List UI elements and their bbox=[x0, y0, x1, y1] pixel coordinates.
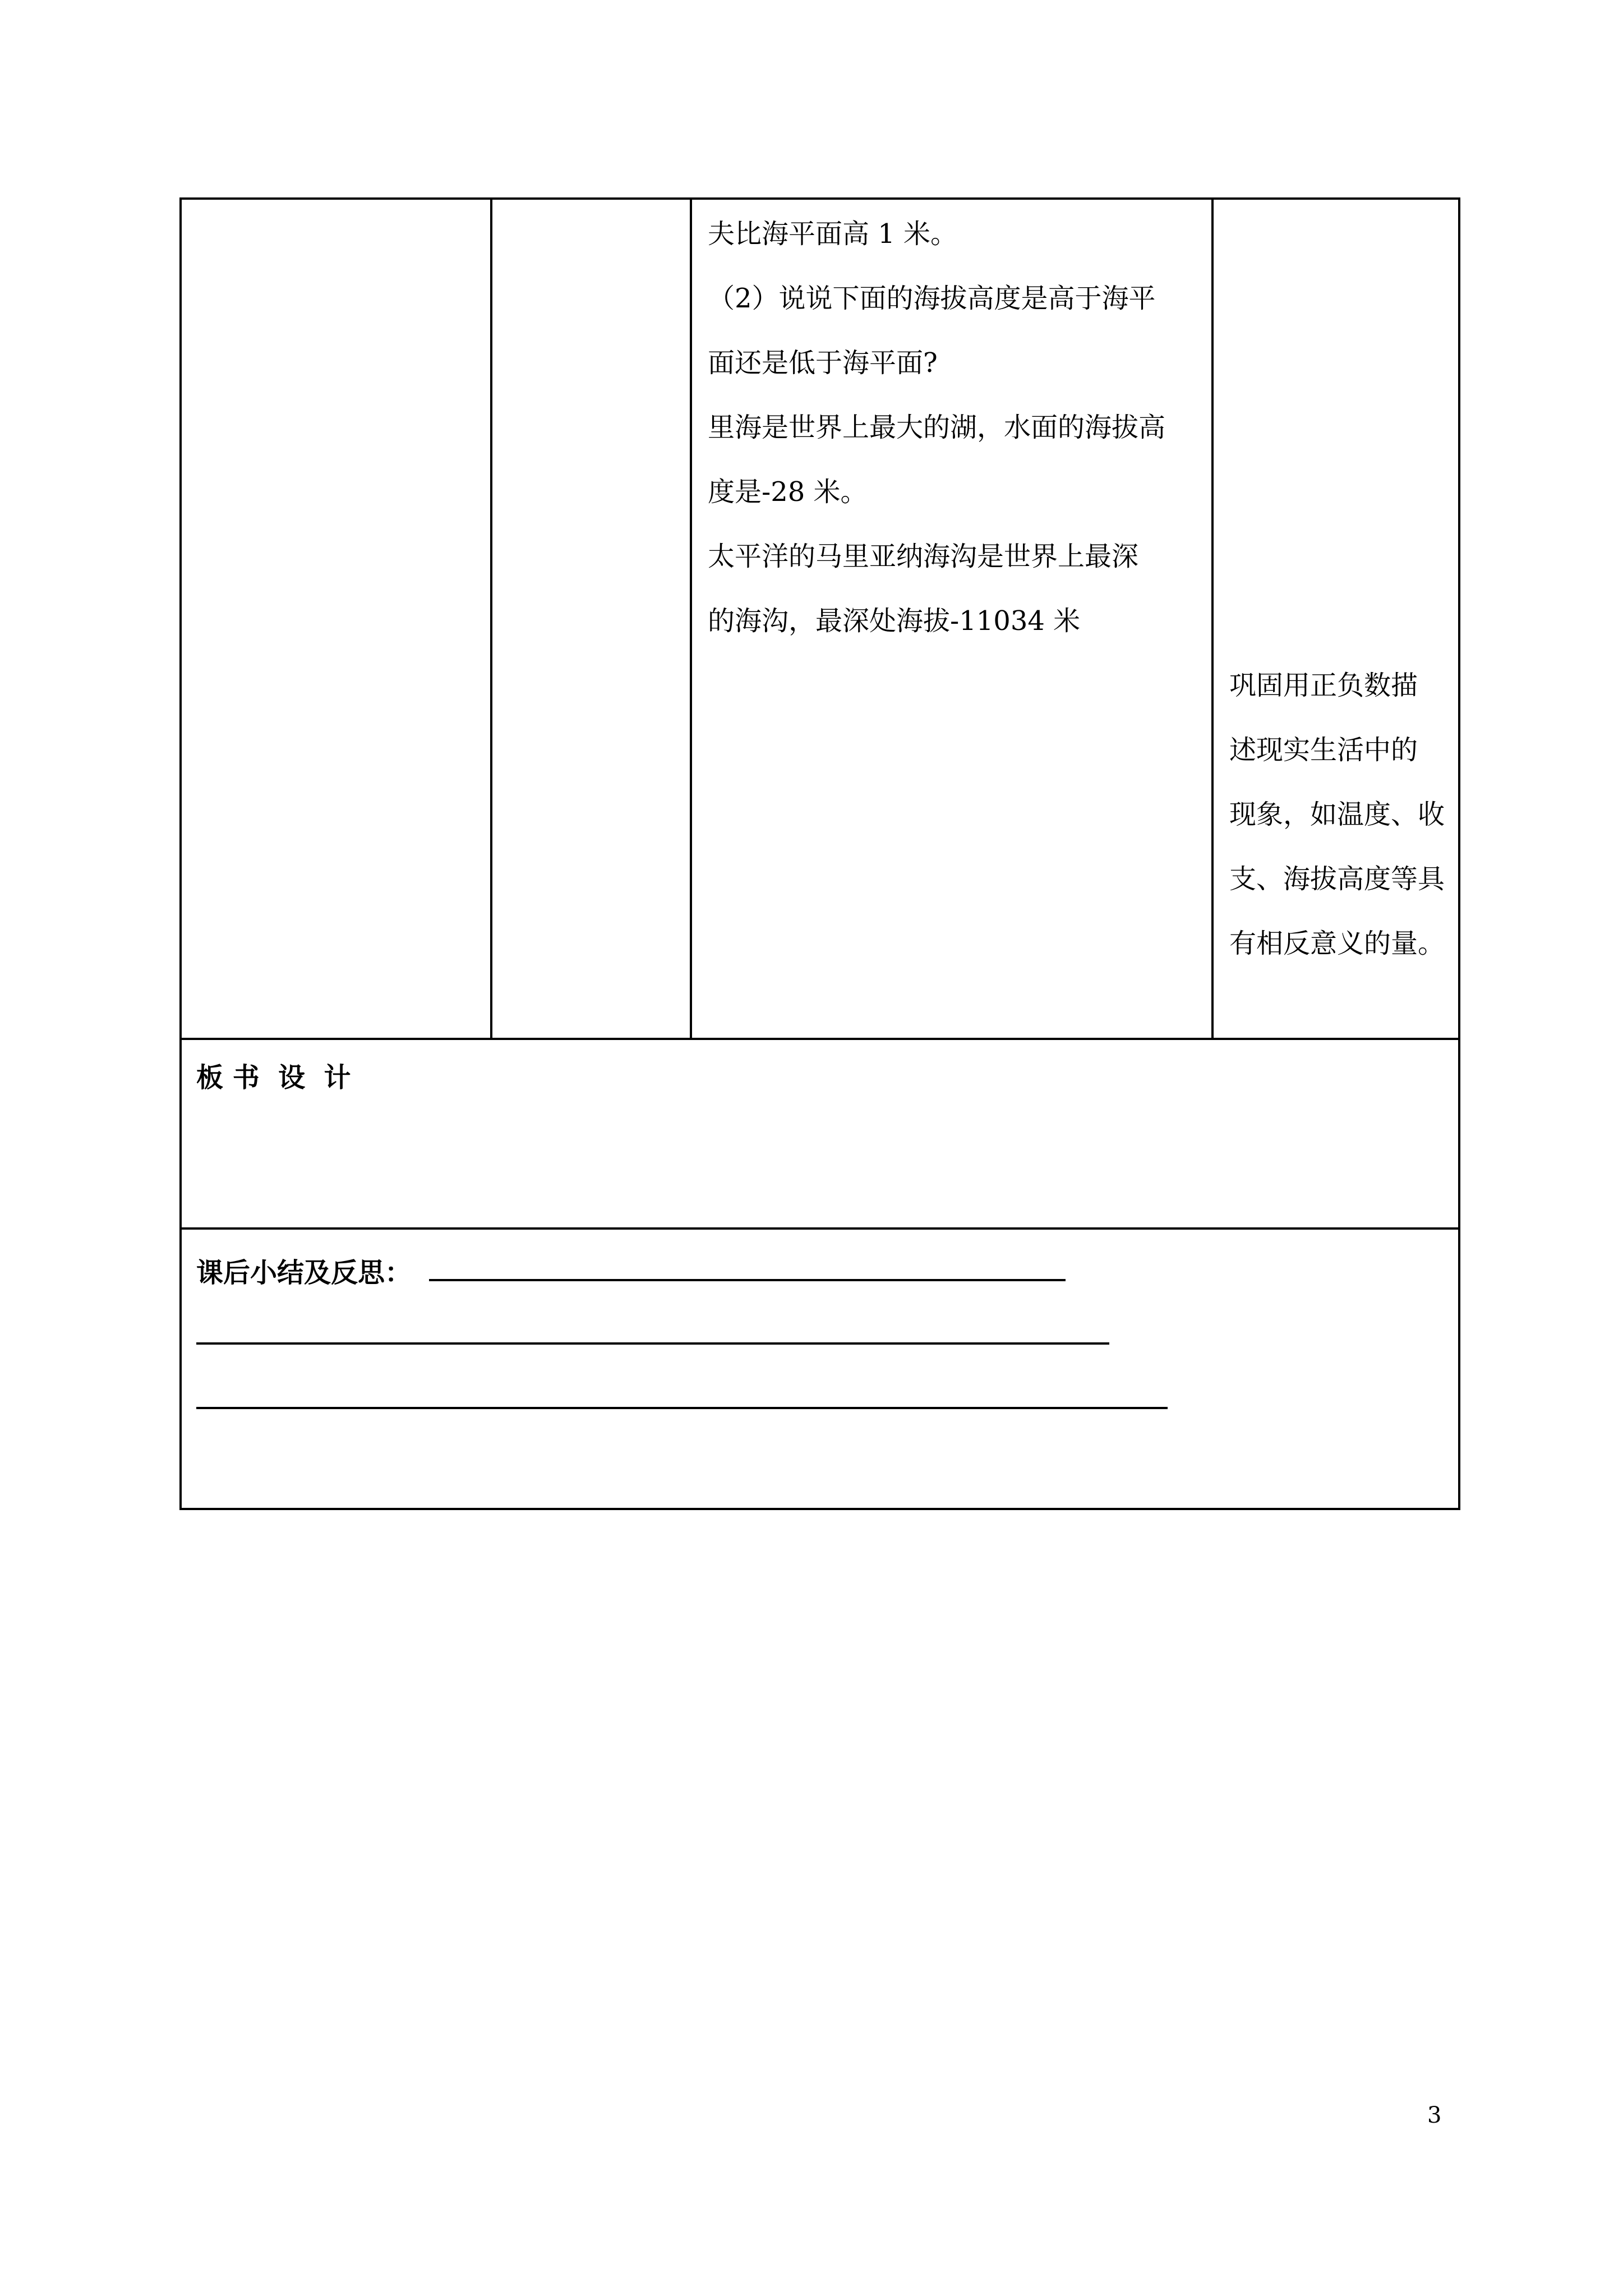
intent-line-1: 巩固用正负数描 bbox=[1229, 670, 1418, 701]
reflection-blank-line-3[interactable] bbox=[196, 1407, 1168, 1409]
table-border-bottom bbox=[179, 1508, 1460, 1510]
reflection-blank-line-2[interactable] bbox=[196, 1342, 1109, 1345]
activity-line-6: 太平洋的马里亚纳海沟是世界上最深 bbox=[708, 541, 1139, 572]
intent-line-4: 支、海拔高度等具 bbox=[1229, 863, 1445, 895]
table-border-top bbox=[179, 197, 1460, 200]
board-design-label: 板 书 设 计 bbox=[196, 1062, 351, 1093]
column-divider-1 bbox=[490, 197, 492, 1039]
activity-line-4: 里海是世界上最大的湖，水面的海拔高 bbox=[708, 412, 1166, 443]
activity-line-2: （2）说说下面的海拔高度是高于海平 bbox=[708, 283, 1156, 314]
table-border-right bbox=[1458, 197, 1460, 1510]
column-divider-2 bbox=[690, 197, 692, 1039]
activity-line-7: 的海沟，最深处海拔-11034 米 bbox=[708, 605, 1081, 637]
activity-line-3: 面还是低于海平面? bbox=[708, 347, 938, 379]
row-divider-2 bbox=[179, 1227, 1460, 1230]
column-divider-3 bbox=[1211, 197, 1214, 1039]
activity-line-5: 度是-28 米。 bbox=[708, 476, 868, 508]
row-divider-1 bbox=[179, 1038, 1460, 1040]
reflection-label: 课后小结及反思： bbox=[196, 1257, 412, 1289]
page-number: 3 bbox=[1427, 2102, 1442, 2128]
reflection-blank-line-1[interactable] bbox=[429, 1279, 1066, 1281]
intent-line-5: 有相反意义的量。 bbox=[1229, 928, 1445, 959]
table-border-left bbox=[179, 197, 182, 1510]
intent-line-2: 述现实生活中的 bbox=[1229, 734, 1418, 766]
activity-line-1: 夫比海平面高 1 米。 bbox=[708, 218, 958, 250]
intent-line-3: 现象，如温度、收 bbox=[1229, 799, 1445, 830]
